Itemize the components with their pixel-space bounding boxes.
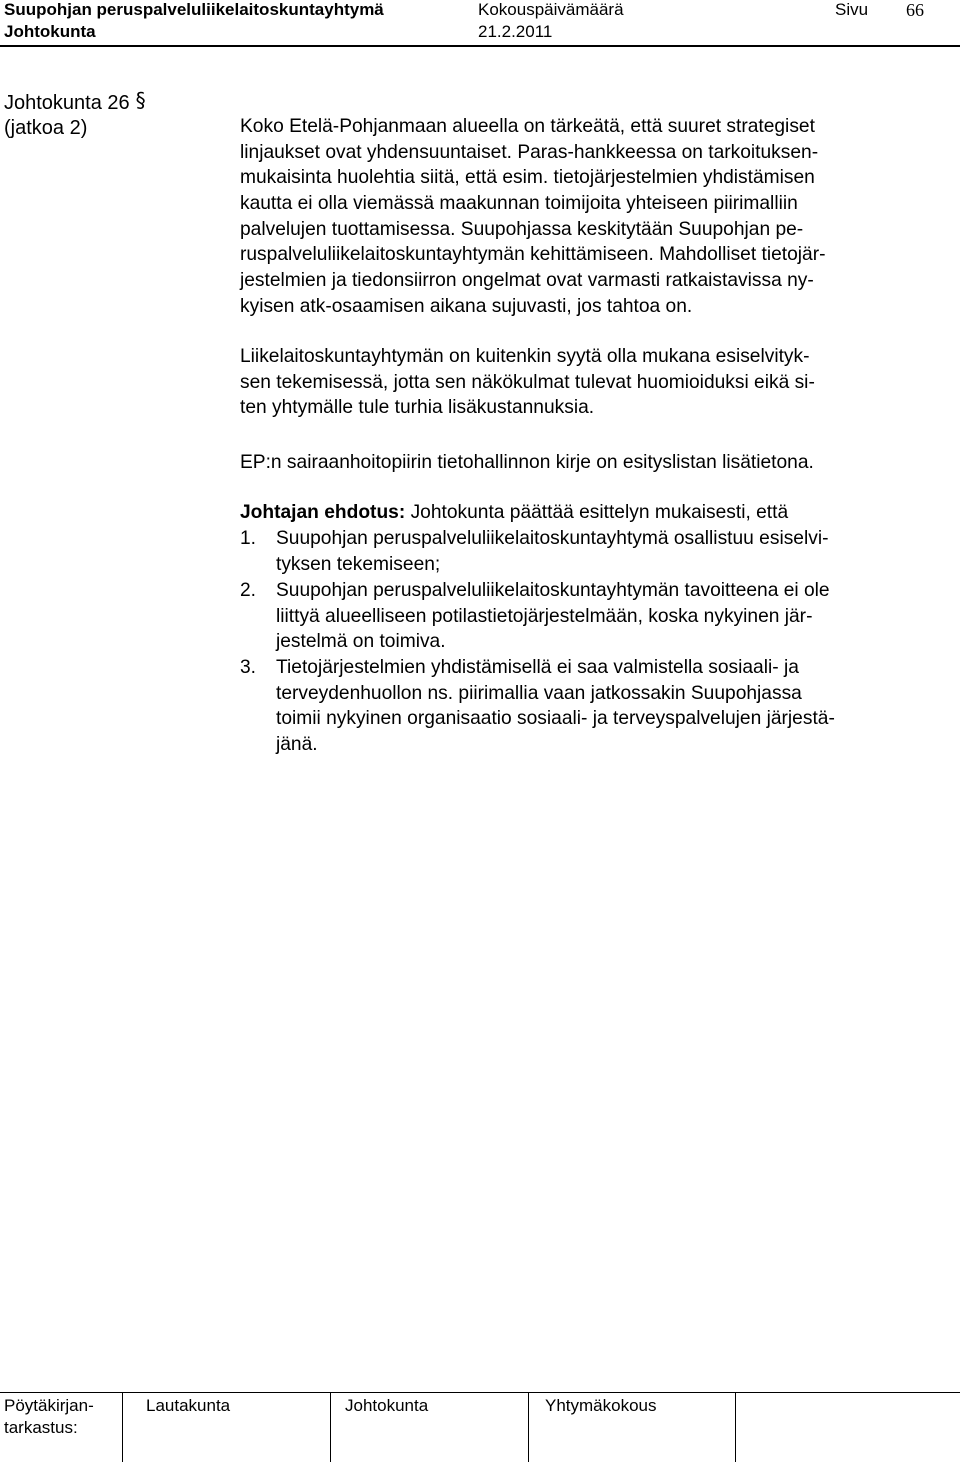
page-header	[0, 0, 960, 48]
footer-johtokunta: Johtokunta	[345, 1396, 429, 1415]
body-name: Johtokunta	[4, 22, 96, 41]
date-label: Kokouspäivämäärä	[478, 0, 624, 19]
item-line: liittyä alueelliseen potilastietojärjestelmään, koska nykyinen jär-	[276, 605, 813, 627]
item-number: 2.	[240, 580, 257, 601]
paragraph-1	[240, 114, 930, 320]
section-sign: §	[135, 88, 146, 112]
section-title	[4, 90, 146, 115]
item-line: Tietojärjestelmien yhdistämisellä ei saa valmistella sosiaali- ja	[276, 657, 799, 678]
paragraph-line: linjaukset ovat yhdensuuntaiset. Paras-hankkeessa on tarkoituksen-	[240, 141, 819, 163]
paragraph-2	[240, 344, 930, 421]
item-line: jestelmä on toimiva.	[276, 631, 446, 653]
paragraph-line: Koko Etelä-Pohjanmaan alueella on tärkeätä, että suuret strategiset	[240, 116, 815, 137]
proposal-intro-text: Johtokunta päättää esittelyn mukaisesti, että	[405, 502, 789, 523]
date-value: 21.2.2011	[478, 22, 553, 41]
page-number: 66	[906, 0, 924, 20]
paragraph-line: sen tekemisessä, jotta sen näkökulmat tulevat huomioiduksi eikä si-	[240, 371, 815, 393]
proposal-label: Johtajan ehdotus:	[240, 502, 406, 523]
footer-reviewer-label: Pöytäkirjan-	[4, 1396, 94, 1415]
footer-divider	[122, 1392, 123, 1462]
paragraph-line: ten yhtymälle tule turhia lisäkustannuksia.	[240, 397, 595, 419]
item-line: terveydenhuollon ns. piirimallia vaan jatkossakin Suupohjassa	[276, 682, 802, 704]
footer-rule	[0, 1392, 960, 1393]
paragraph-line: jestelmien ja tiedonsiirron ongelmat ovat varmasti ratkaistavissa ny-	[240, 270, 814, 292]
paragraph-line: kautta ei olla viemässä maakunnan toimijoita yhteiseen piirimalliin	[240, 193, 798, 215]
footer-lautakunta: Lautakunta	[146, 1396, 231, 1415]
proposal-intro-line	[240, 500, 930, 526]
item-line: Suupohjan peruspalveluliikelaitoskuntayhtymän tavoitteena ei ole	[276, 580, 830, 601]
organization-name: Suupohjan peruspalveluliikelaitoskuntayhtymä	[4, 0, 384, 19]
page-label: Sivu	[835, 0, 869, 19]
footer-yhtymakokous: Yhtymäkokous	[545, 1396, 657, 1415]
footer-reviewer-label-2: tarkastus:	[4, 1418, 78, 1437]
paragraph-line: ruspalveluliikelaitoskuntayhtymän kehittämiseen. Mahdolliset tietojär-	[240, 244, 826, 266]
paragraph-line: palvelujen tuottamisessa. Suupohjassa keskitytään Suupohjan pe-	[240, 218, 804, 240]
footer-divider	[735, 1392, 736, 1462]
paragraph-3	[240, 450, 930, 476]
paragraph-line: EP:n sairaanhoitopiirin tietohallinnon kirje on esityslistan lisätietona.	[240, 452, 814, 473]
item-line: tyksen tekemiseen;	[276, 553, 441, 575]
item-text	[276, 526, 828, 577]
item-text	[276, 578, 830, 655]
item-text	[276, 655, 835, 758]
paragraph-line: kyisen atk-osaamisen aikana sujuvasti, jos tahtoa on.	[240, 295, 693, 317]
paragraph-line: mukaisinta huolehtia siitä, että esim. tietojärjestelmien yhdistämisen	[240, 167, 815, 189]
footer-divider	[330, 1392, 331, 1462]
footer-divider	[528, 1392, 529, 1462]
page-footer	[0, 1392, 960, 1462]
item-line: Suupohjan peruspalveluliikelaitoskuntayhtymä osallistuu esiselvi-	[276, 528, 829, 549]
header-rule	[0, 45, 960, 47]
item-number: 1.	[240, 528, 257, 549]
paragraph-line: Liikelaitoskuntayhtymän on kuitenkin syytä olla mukana esiselvityk-	[240, 346, 810, 367]
section-title-text: Johtokunta 26	[4, 92, 130, 114]
item-number: 3.	[240, 657, 257, 678]
item-line: jänä.	[276, 734, 318, 756]
section-continuation: (jatkoa 2)	[4, 117, 88, 139]
item-line: toimii nykyinen organisaatio sosiaali- ja terveyspalvelujen järjestä-	[276, 708, 835, 730]
proposal-intro	[240, 500, 930, 526]
